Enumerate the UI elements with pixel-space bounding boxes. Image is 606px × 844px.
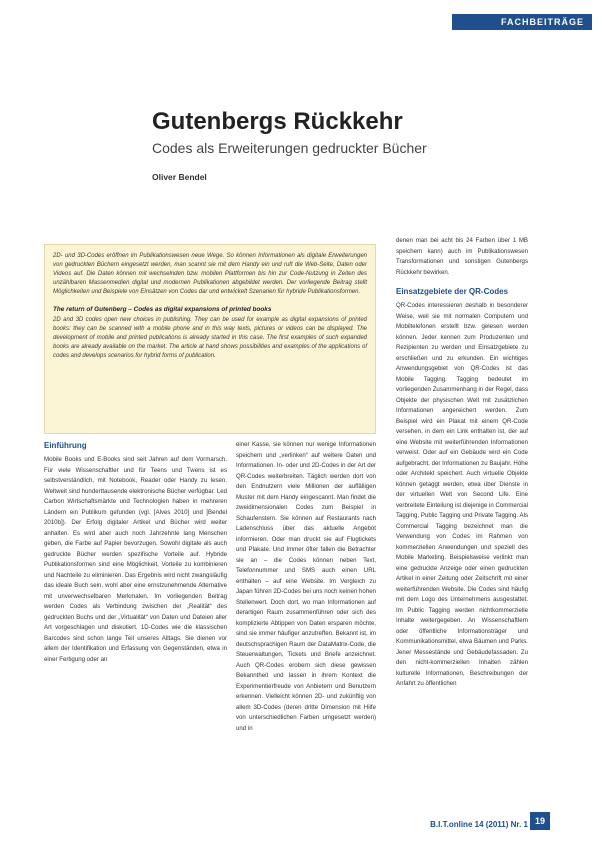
qr-codes-heading: Einsatzgebiete der QR-Codes <box>396 287 509 296</box>
article-title: Gutenbergs Rückkehr <box>152 108 403 135</box>
body-text-2: einer Kasse, sie können nur wenige Informationen speichern und „verlinken“ auf weitere Daten und Informationen. In- oder und 2D-Codes in der Art der QR-Codes weiterbreiten. Täglich werden dort von den Endnutzern viele Millionen der auffälligen Muster mit dem Handy eingescannt. Man findet die zweidimensionalen Codes zum Beispiel in Schaufenstern. Sie können auf Restaurants nach Ladenschluss über das aktuelle Angebot informieren. Oder man druckt sie auf Flugtickets und Plakate. Und Immer öfter fallen die Betrachter sie an – die Codes können neben Text, Telefonnummer und SMS auch einen URL enthalten – auf eine Website. Im Vergleich zu Japan führen 2D-Codes bei uns noch keinen hohen Stellenwert. Doch dort, wo man Informationen auf derartigen Raum zusammenführen oder sich des komplizierte Abtippen von Daten ersparen möchte, sind sie immer häufiger anzutreffen. Bekannt ist, im deutschsprachigen Raum der DataMatrix-Code, die Steuerwaltungen, Tickets und Briefe anzeichnet. Auch QR-Codes erobern sich diese gewissen Bekanntheit und lassen in ihrem Kontext die Experimentierfreude von Anbietern und Benutzern erkennen. Vielleicht können 2D- und zukünftig von allem 3D-Codes (deren dritte Dimension mit Hilfe von unterschiedlichen Farben umgesetzt werden) und in <box>236 441 376 732</box>
article-subtitle: Codes als Erweiterungen gedruckter Bücher <box>152 140 427 156</box>
body-text-3-main: QR-Codes interessieren deshalb in besonderer Weise, weil sie mit normalen Computern und Mobiltelefonen erstellt bzw. gelesen werden können. Jeder kennen zum Produzenten und Rezipienten zu werden und Einsatzgebiete zu erschließen und zu erkunden. Ein wichtiges Anwendungsgebiet von QR-Codes ist das Mobile Tagging. Tagging bedeutet im vorliegenden Zusammenhang in der Regel, dass Objekte der physischen Welt mit zusätzlichen Informationen angereichert werden. Zum Beispiel wird ein Plakat mit einem QR-Code versehen, in dem ein Link enthalten ist, der auf eine Website mit weiterführenden Informationen verweist. Oder auf ein Gebäude wird ein Code aufgebracht, der Informationen zu Baujahr, Höhe oder Architekt speichert. Auch virtuelle Objekte können getaggt werden, etwa über Dienste in der virtuellen Welt von Second Life. Eine verbreitete Einteilung ist diejenige in Commercial Tagging, Public Tagging und Private Tagging. Als Commercial Tagging bezeichnet man die Verwendung von Codes im Rahmen von kommerziellen Anwendungen und speziell des Mobile Marketing. Beispielsweise verlinkt man eine gedruckte Anzeige oder einen gedruckten Artikel in einer Zeitung oder Zeitschrift mit einer weiterführenden Website. Die Codes sind häufig mit dem Logo des Unternehmens ausgestattet. Im Public Tagging werden nichtkommerzielle Inhalte weitergegeben. An Wissenschaftlern oder öffentliche Informationsträger und Kommunikationsmittel, etwa Bäumen und Parks. Jener Messestände und Gebäudefassaden. Zu den nicht-kommerziellen Inhalten zählen kulturelle Informationen, Beschreibungen der Anfahrt zu öffentlichen <box>396 302 528 687</box>
abstract-german: 2D- und 3D-Codes eröffnen im Publikationswesen neue Wege. So können Informationen als digitale Erweiterungen von gedruckten Büchern eingesetzt werden, man scannt sie mit dem Handy ein und ruft die Web-Seite, Daten oder Videos auf. Die Daten können mit wechselnden bzw. mobilen Plattformen bis hin zur Code-Nutzung in Zeiten des unzählbaren Massenmedien digital und modernen Publikationen abgebildet werden. Der vorliegende Beitrag stellt Möglichkeiten und Beispiele von Einsätzen von Codes dar und entwickelt Szenarien für hybride Publikationsformen. <box>53 253 367 295</box>
abstract-english: 2D and 3D codes open new choices in publishing. They can be used for example as digital expansions of printed books: they can be scanned with a mobile phone and in this way texts, pictures or videos can be displayed. The development of mobile and printed publications is already started in this case. The first examples of such expanded books are already available on the market. The article at hand shows possibilities and examples of the applications of codes and develops scenarios for hybrid forms of publication. <box>53 317 367 359</box>
article-author: Oliver Bendel <box>152 172 207 182</box>
abstract-box <box>44 244 376 434</box>
page-number: 19 <box>530 812 550 830</box>
section-band <box>452 14 592 30</box>
intro-heading: Einführung <box>44 441 87 450</box>
body-column-3 <box>396 236 528 690</box>
body-column-1 <box>44 440 227 665</box>
journal-footer: B.I.T.online 14 (2011) Nr. 1 <box>430 820 528 829</box>
body-column-2 <box>236 440 376 734</box>
body-text-3-top: denen man bei acht bis 24 Farben über 1 MB speichern kann) auch im Publikationswesen Transformationen und sonstigen Gutenbergs Rückkehr bewirken. <box>396 237 528 276</box>
body-text-1: Mobile Books und E-Books sind seit Jahren auf dem Vormarsch. Für viele Wissenschaftler und für Teens und Twens ist es selbstverständlich, mit Notebook, Reader oder Handy zu lesen. Weltweit sind hunderttausende elektronische Bücher verfügbar. Led Carbon Wirtschaftsmärkte und Technologien haben in mehreren Ländern ein Publikum gefunden (vgl. [Alves 2010] und [Bendel 2010b]). Der Erfolg digitaler Artikel und Bücher wird weiter anhalten. Es wird aber auch noch Jahrzehnte lang Menschen geben, die Farbe auf Papier bevorzugen. Sowohl digitale als auch gedruckte Bücher werden spezifische Vorteile auf. Hybride Publikationsformen sind eine Möglichkeit, Vorteile zu kombinieren und Nachteile zu eliminieren. Das Ergebnis wird nicht zwangsläufig das ideale Buch sein, wohl aber eine ernstzunehmende Alternative mit unverwechselbaren Merkmalen. Im vorliegenden Beitrag werden Codes als Verbindung zwischen der „Realität“ des gedruckten Buchs und der „Virtualität“ von Daten und Dateien aller Art vorgeschlagen und diskutiert. 1D-Codes wie die klassischen Barcodes sind schon lange Teil unseres Alltags. Sie dienen vor allem der Identifikation und Erfassung von Gegenständen, etwa in einer Fertigung oder an <box>44 456 227 663</box>
section-label: FACHBEITRÄGE <box>500 17 584 27</box>
abstract-english-heading: The return of Gutenberg – Codes as digital expansions of printed books <box>53 306 272 313</box>
